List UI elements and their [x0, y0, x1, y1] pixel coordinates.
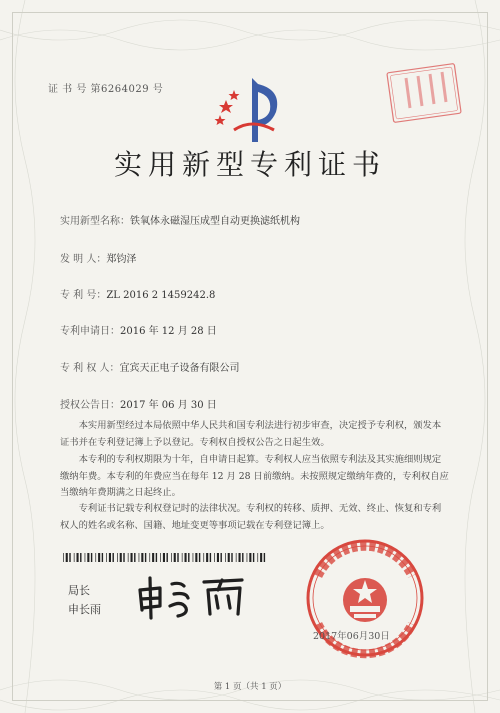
paragraph-term-and-fees: 本专利的专利权期限为十年，自申请日起算。专利权人应当依照专利法及其实施细则规定缴纳年费。本专利的年费应当在每年 12 月 28 日前缴纳。未按照规定缴纳年费的，专利权自应当缴纳年费期满之日起终止。: [60, 454, 449, 498]
field-label: 专利申请日：: [60, 326, 120, 337]
barcode: [63, 553, 268, 562]
field-label: 授权公告日：: [60, 400, 120, 411]
field-patent-number: [60, 286, 215, 301]
field-value: 郑钧泽: [106, 254, 137, 265]
field-value: 宜宾天正电子设备有限公司: [119, 363, 240, 374]
paragraph-grant-statement: 本实用新型经过本局依照中华人民共和国专利法进行初步审查，决定授予专利权，颁发本证书并在专利登记簿上予以登记。专利权自授权公告之日起生效。: [60, 420, 442, 448]
certificate-number: 证 书 号 第6264029 号: [48, 84, 164, 95]
field-utility-model-name: [60, 212, 300, 227]
page-footer: 第 1 页（共 1 页）: [213, 682, 287, 692]
field-grant-date: [60, 396, 217, 411]
national-ip-office-seal-icon: [300, 536, 430, 661]
field-value: 铁氧体永磁湿压成型自动更换滤纸机构: [130, 216, 300, 227]
signatory-name: 申长雨: [68, 603, 101, 616]
field-label: 实用新型名称：: [60, 216, 130, 227]
field-label: 专 利 权 人：: [60, 363, 120, 374]
field-patentee: [60, 359, 240, 374]
field-value: ZL 2016 2 1459242.8: [106, 290, 216, 301]
seal-date: 2017年06月30日: [313, 631, 390, 642]
signatory-title: 局长: [68, 584, 90, 597]
certificate-title: 实用新型专利证书: [113, 148, 386, 181]
field-value: 2017 年 06 月 30 日: [120, 400, 217, 411]
director-signature-icon: [130, 568, 260, 620]
paragraph-legal-status: 专利证书记载专利权登记时的法律状况。专利权的转移、质押、无效、终止、恢复和专利权人的姓名或名称、国籍、地址变更等事项记载在专利登记簿上。: [60, 503, 442, 531]
field-value: 2016 年 12 月 28 日: [120, 326, 217, 337]
field-application-date: [60, 322, 217, 337]
field-label: 发 明 人：: [60, 254, 107, 265]
field-label: 专 利 号：: [60, 290, 107, 301]
office-seal-top-icon: [384, 60, 464, 125]
field-inventor: [60, 250, 136, 265]
patent-office-logo-icon: [212, 70, 292, 145]
